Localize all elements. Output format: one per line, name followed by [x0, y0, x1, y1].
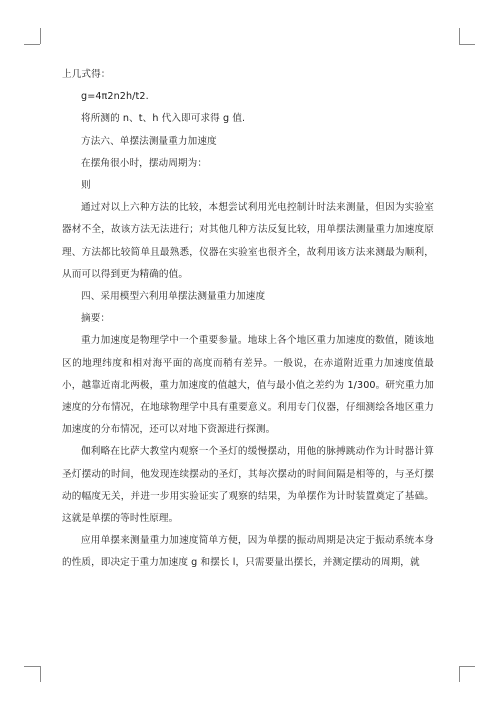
- crop-mark-top-left: [40, 28, 41, 44]
- crop-mark-top-left-h: [24, 44, 40, 45]
- paragraph-substitute: 将所测的 n、t、h 代入即可求得 g 值.: [81, 113, 246, 125]
- paragraph-then: 则: [81, 180, 91, 192]
- paragraph-intro: 上几式得：: [62, 69, 111, 80]
- crop-mark-bottom-right: [459, 666, 460, 682]
- paragraph-galileo: 伽利略在比萨大教堂内观察一个圣灯的缓慢摆动，用他的脉搏跳动作为计时器计算圣灯摆动的时间，他发现连续摆动的圣灯，其每次摆动的时间间隔是相等的，与圣灯摆动的幅度无关，并进一步用实验证实了观察的结果，为单摆作为计时装置奠定了基础。这就是单摆的等时性原理。: [62, 446, 434, 525]
- document-body: [62, 64, 434, 575]
- paragraph-gravity: 重力加速度是物理学中一个重要参量。地球上各个地区重力加速度的数值，随该地区的地理纬度和相对海平面的高度而稍有差异。一般说，在赤道附近重力加速度值最小，越靠近南北两极，重力加速度的值越大，值与最小值之差约为 1/300。研究重力加速度的分布情况，在地球物理学中具有重要意义。利用专门仪器，仔细测绘各地区重力加速度的分布情况，还可以对地下资源进行探测。: [62, 335, 434, 436]
- crop-mark-bottom-left-h: [24, 666, 40, 667]
- paragraph-period: 在摆角很小时，摆动周期为：: [81, 157, 208, 169]
- heading-abstract: 摘要：: [81, 313, 111, 325]
- crop-mark-top-right-h: [459, 44, 475, 45]
- crop-mark-bottom-right-h: [459, 666, 475, 667]
- paragraph-comparison: 通过对以上六种方法的比较，本想尝试利用光电控制计时法来测量，但因为实验室器材不全，故该方法无法进行；对其他几种方法反复比较，用单摆法测量重力加速度原理、方法都比较简单且最熟悉，仪器在实验室也很齐全，故利用该方法来测最为顺利，从而可以得到更为精确的值。: [62, 202, 434, 280]
- formula-g: g=4π2n2h/t2.: [81, 91, 149, 103]
- crop-mark-top-right: [459, 28, 460, 44]
- heading-section-four: 四、采用模型六利用单摆法测量重力加速度: [81, 291, 266, 303]
- crop-mark-bottom-left: [40, 666, 41, 682]
- heading-method-six: 方法六、单摆法测量重力加速度: [81, 135, 217, 147]
- paragraph-pendulum-application: 应用单摆来测量重力加速度简单方便，因为单摆的振动周期是决定于振动系统本身的性质，即决定于重力加速度 g 和摆长 l，只需要量出摆长，并测定摆动的周期，就: [62, 535, 434, 569]
